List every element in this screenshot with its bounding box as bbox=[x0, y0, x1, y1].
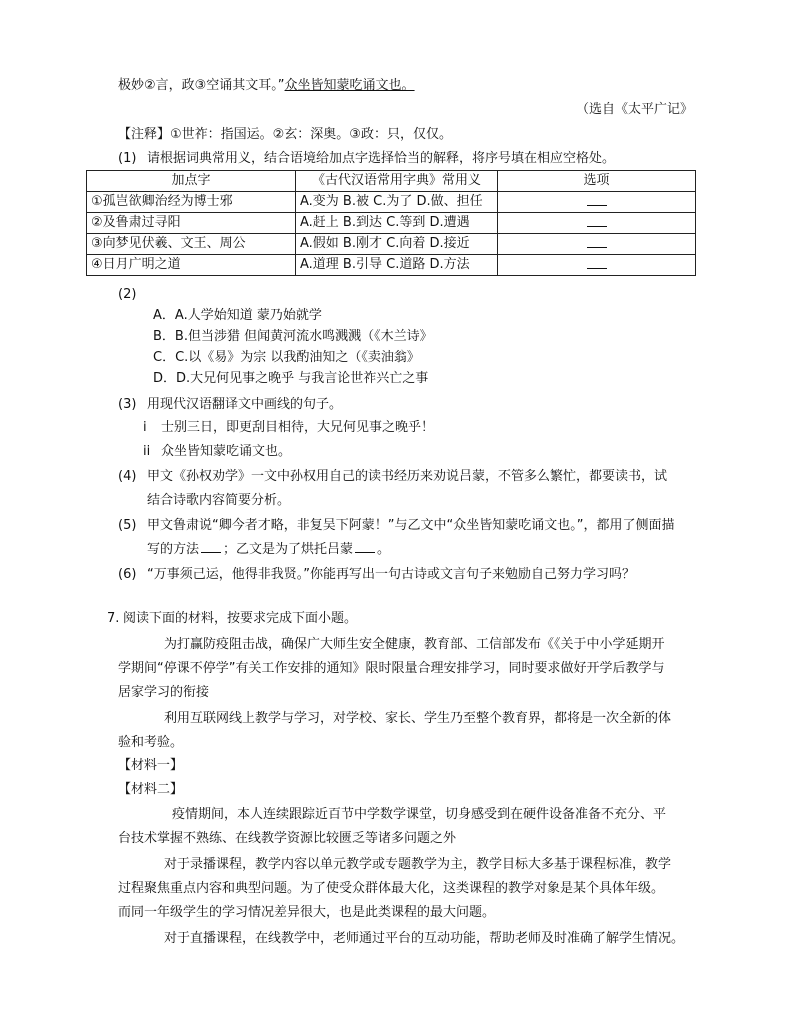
table-row bbox=[87, 234, 696, 255]
phrase-cell: ③向梦见伏羲、文王、周公 bbox=[87, 234, 296, 255]
para4-line: 对于录播课程，教学内容以单元教学或专题教学为主，教学目标大多基于课程标准，教学 bbox=[164, 857, 672, 872]
q3-item-text: 众坐皆知蒙吃诵文也。 bbox=[161, 444, 292, 459]
phrase-cell: ④日月广明之道 bbox=[87, 255, 296, 276]
q6-text: “万事须己运，他得非我贤。”你能再写出一句古诗或文言句子来勉励自己努力学习吗？ bbox=[147, 567, 635, 582]
para1-line: 居家学习的衔接 bbox=[118, 685, 210, 700]
q3-number: (3) bbox=[118, 397, 137, 412]
q2-option-a[interactable] bbox=[153, 307, 322, 325]
q5-line1: 甲文鲁肃说“卿今者才略，非复吴下阿蒙！”与乙文中“众坐皆知蒙吃诵文也。”，都用了侧面描 bbox=[147, 518, 675, 533]
header-cell: 选项 bbox=[498, 171, 696, 192]
para4-line: 而同一年级学生的学习情况差异很大，也是此类课程的最大问题。 bbox=[118, 905, 496, 920]
q7-number: 7. bbox=[107, 611, 120, 626]
para2-line: 验和考验。 bbox=[118, 735, 184, 750]
q1-number: (1) bbox=[118, 151, 137, 166]
answer-blank[interactable] bbox=[587, 193, 607, 206]
para3-line: 疫情期间，本人连续跟踪近百节中学数学课堂，切身感受到在硬件设备准备不充分、平 bbox=[172, 807, 667, 822]
q4-line1: 甲文《孙权劝学》一文中孙权用自己的读书经历来劝说吕蒙，不管多么繁忙，都要读书，试 bbox=[147, 469, 668, 484]
q4-line2: 结合诗歌内容简要分析。 bbox=[147, 493, 291, 508]
option-letter: D． bbox=[153, 371, 177, 386]
q6-number: (6) bbox=[118, 567, 137, 582]
para3-line: 台技术掌握不熟练、在线教学资源比较匮乏等诸多问题之外 bbox=[118, 831, 457, 846]
material-one-heading: 【材料一】 bbox=[118, 758, 184, 773]
meanings-cell: A.假如 B.刚才 C.向着 D.接近 bbox=[296, 234, 498, 255]
option-letter: B． bbox=[153, 329, 175, 344]
header-cell: 《古代汉语常用字典》常用义 bbox=[296, 171, 498, 192]
q5-blank-1[interactable] bbox=[201, 541, 221, 553]
q3-item-index: i bbox=[143, 420, 147, 435]
q3-item-index: ii bbox=[143, 444, 151, 459]
option-letter: C． bbox=[153, 350, 176, 365]
meanings-cell: A.道理 B.引导 C.道路 D.方法 bbox=[296, 255, 498, 276]
meanings-cell: A.变为 B.被 C.为了 D.做、担任 bbox=[296, 192, 498, 213]
q5-text-b: ；乙文是为了烘托吕蒙 bbox=[223, 542, 354, 557]
passage-tail-text: 极妙②言，政③空诵其文耳。” bbox=[118, 78, 285, 93]
option-text: A.人学始知道 蒙乃始就学 bbox=[174, 308, 322, 323]
answer-cell bbox=[498, 213, 696, 234]
q5-text-a: 写的方法 bbox=[147, 542, 200, 557]
para5-line: 对于直播课程，在线教学中，老师通过平台的互动功能，帮助老师及时准确了解学生情况。 bbox=[164, 931, 685, 946]
underlined-sentence: 众坐皆知蒙吃诵文也。 bbox=[284, 78, 415, 93]
q7-stem: 阅读下面的材料，按要求完成下面小题。 bbox=[123, 611, 358, 626]
q1-stem: 请根据词典常用义，结合语境给加点字选择恰当的解释，将序号填在相应空格处。 bbox=[147, 151, 616, 166]
q4-number: (4) bbox=[118, 469, 137, 484]
answer-cell bbox=[498, 192, 696, 213]
table-row bbox=[87, 213, 696, 234]
passage-tail-line bbox=[118, 77, 415, 95]
para1-line: 为打赢防疫阻击战，确保广大师生安全健康，教育部、工信部发布《《关于中小学延期开 bbox=[164, 637, 665, 652]
gloss-table bbox=[86, 170, 696, 276]
option-text: C.以《易》为宗 以我酌油知之（《卖油翁》 bbox=[175, 350, 420, 365]
gloss-table-header bbox=[87, 171, 696, 192]
q5-line2 bbox=[147, 541, 390, 559]
q2-option-c[interactable] bbox=[153, 349, 420, 367]
para4-line: 过程聚焦重点内容和典型问题。为了使受众群体最大化，这类课程的教学对象是某个具体年级。 bbox=[118, 881, 665, 896]
phrase-cell: ②及鲁肃过寻阳 bbox=[87, 213, 296, 234]
q3-stem: 用现代汉语翻译文中画线的句子。 bbox=[147, 397, 343, 412]
q5-text-c: 。 bbox=[377, 542, 391, 557]
phrase-cell: ①孤岂欲卿治经为博士邪 bbox=[87, 192, 296, 213]
option-letter: A． bbox=[153, 308, 175, 323]
q2-number: (2) bbox=[118, 287, 137, 302]
answer-blank[interactable] bbox=[587, 256, 607, 269]
option-text: D.大兄何见事之晚乎 与我言论世祚兴亡之事 bbox=[176, 371, 429, 386]
para1-line: 学期间“停课不停学”有关工作安排的通知》限时限量合理安排学习，同时要求做好开学后教学与 bbox=[118, 661, 665, 676]
material-two-heading: 【材料二】 bbox=[118, 782, 184, 797]
notes: 【注释】①世祚：指国运。②玄：深奥。③政：只，仅仅。 bbox=[118, 127, 452, 142]
q3-item-text: 士别三日，即更刮目相待，大兄何见事之晚乎！ bbox=[161, 420, 435, 435]
passage-source: （选自《太平广记》 bbox=[576, 102, 694, 117]
table-row bbox=[87, 192, 696, 213]
answer-blank[interactable] bbox=[587, 235, 607, 248]
answer-cell bbox=[498, 234, 696, 255]
para2-line: 利用互联网线上教学与学习，对学校、家长、学生乃至整个教育界，都将是一次全新的体 bbox=[164, 711, 672, 726]
q5-blank-2[interactable] bbox=[355, 541, 375, 553]
q2-option-d[interactable] bbox=[153, 370, 428, 388]
q2-option-b[interactable] bbox=[153, 328, 433, 346]
meanings-cell: A.赶上 B.到达 C.等到 D.遭遇 bbox=[296, 213, 498, 234]
header-cell: 加点字 bbox=[87, 171, 296, 192]
answer-cell bbox=[498, 255, 696, 276]
option-text: B.但当涉猎 但闻黄河流水鸣溅溅（《木兰诗》 bbox=[174, 329, 433, 344]
q5-number: (5) bbox=[118, 518, 137, 533]
answer-blank[interactable] bbox=[587, 214, 607, 227]
table-row bbox=[87, 255, 696, 276]
